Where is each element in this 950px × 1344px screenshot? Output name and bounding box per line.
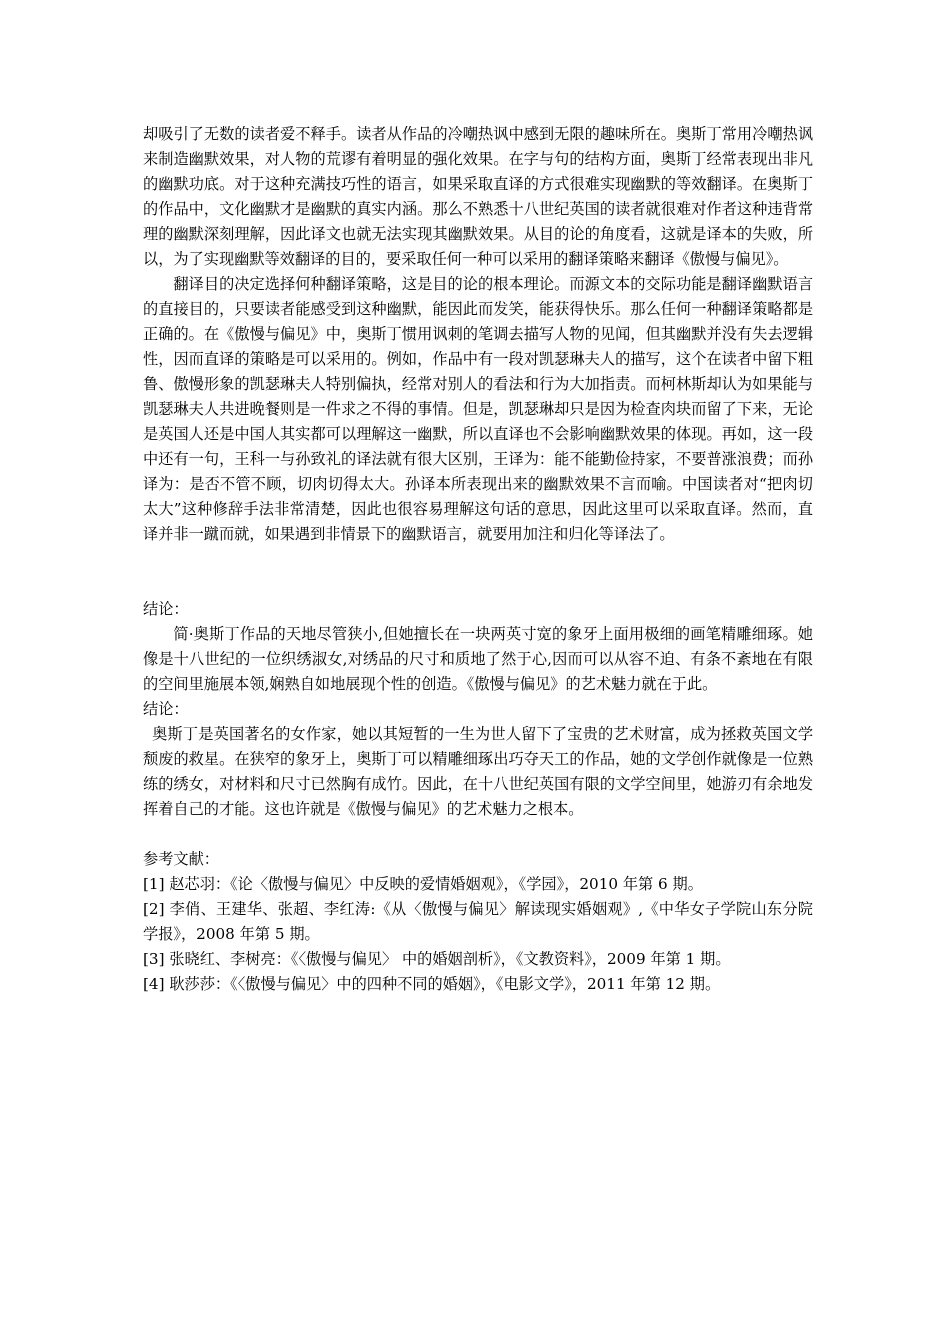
reference-item: [4] 耿莎莎：《〈傲慢与偏见〉中的四种不同的婚姻》，《电影文学》，2011 年第 12 期。 [143,975,721,993]
reference-item: [1] 赵芯羽：《论〈傲慢与偏见〉中反映的爱情婚姻观》，《学园》，2010 年第 6 期。 [143,875,703,893]
conclusion-paragraph: 奥斯丁是英国著名的女作家，她以其短暂的一生为世人留下了宝贵的艺术财富，成为拯救英国文学颓废的救星。在狭窄的象牙上，奥斯丁可以精雕细琢出巧夺天工的作品，她的文学创作就像是一位熟练的绣女，对材料和尺寸已然胸有成竹。因此，在十八世纪英国有限的文学空间里，她游刃有余地发挥着自己的才能。这也许就是《傲慢与偏见》的艺术魅力之根本。 [143,725,813,818]
conclusion-heading: 结论： [143,700,189,718]
conclusion-paragraph: 简·奥斯丁作品的天地尽管狭小,但她擅长在一块两英寸宽的象牙上面用极细的画笔精雕细琢。她像是十八世纪的一位织绣淑女,对绣品的尺寸和质地了然于心,因而可以从容不迫、有条不紊地在有限的空间里施展本领,娴熟自如地展现个性的创造。《傲慢与偏见》的艺术魅力就在于此。 [143,625,813,693]
document-content [143,122,813,997]
spacer [143,547,813,597]
references-heading: 参考文献： [143,850,219,868]
body-paragraph: 却吸引了无数的读者爱不释手。读者从作品的冷嘲热讽中感到无限的趣味所在。奥斯丁常用冷嘲热讽来制造幽默效果，对人物的荒谬有着明显的强化效果。在字与句的结构方面，奥斯丁经常表现出非凡的幽默功底。对于这种充满技巧性的语言，如果采取直译的方式很难实现幽默的等效翻译。在奥斯丁的作品中，文化幽默才是幽默的真实内涵。那么不熟悉十八世纪英国的读者就很难对作者这种违背常理的幽默深刻理解，因此译文也就无法实现其幽默效果。从目的论的角度看，这就是译本的失败，所以，为了实现幽默等效翻译的目的，要采取任何一种可以采用的翻译策略来翻译《傲慢与偏见》。 [143,125,813,268]
spacer [143,822,813,847]
conclusion-heading: 结论： [143,600,189,618]
reference-item: [3] 张晓红、李树亮：《〈傲慢与偏见〉 中的婚姻剖析》，《文教资料》，2009 年第 1 期。 [143,950,731,968]
body-paragraph: 翻译目的决定选择何种翻译策略，这是目的论的根本理论。而源文本的交际功能是翻译幽默语言的直接目的，只要读者能感受到这种幽默，能因此而发笑，能获得快乐。那么任何一种翻译策略都是正确的。在《傲慢与偏见》中，奥斯丁惯用讽刺的笔调去描写人物的见闻，但其幽默并没有失去逻辑性，因而直译的策略是可以采用的。例如，作品中有一段对凯瑟琳夫人的描写，这个在读者中留下粗鲁、傲慢形象的凯瑟琳夫人特别偏执，经常对别人的看法和行为大加指责。而柯林斯却认为如果能与凯瑟琳夫人共进晚餐则是一件求之不得的事情。但是，凯瑟琳却只是因为检查肉块而留了下来，无论是英国人还是中国人其实都可以理解这一幽默，所以直译也不会影响幽默效果的体现。再如，这一段中还有一句，王科一与孙致礼的译法就有很大区别，王译为：能不能勤俭持家，不要普涨浪费；而孙译为：是否不管不顾，切肉切得太大。孙译本所表现出来的幽默效果不言而喻。中国读者对“把肉切太大”这种修辞手法非常清楚，因此也很容易理解这句话的意思，因此这里可以采取直译。然而，直译并非一蹴而就，如果遇到非情景下的幽默语言，就要用加注和归化等译法了。 [143,275,813,543]
reference-item: [2] 李俏、王建华、张超、李红涛:《从〈傲慢与偏见〉解读现实婚姻观》,《中华女子学院山东分院学报》，2008 年第 5 期。 [143,900,813,943]
